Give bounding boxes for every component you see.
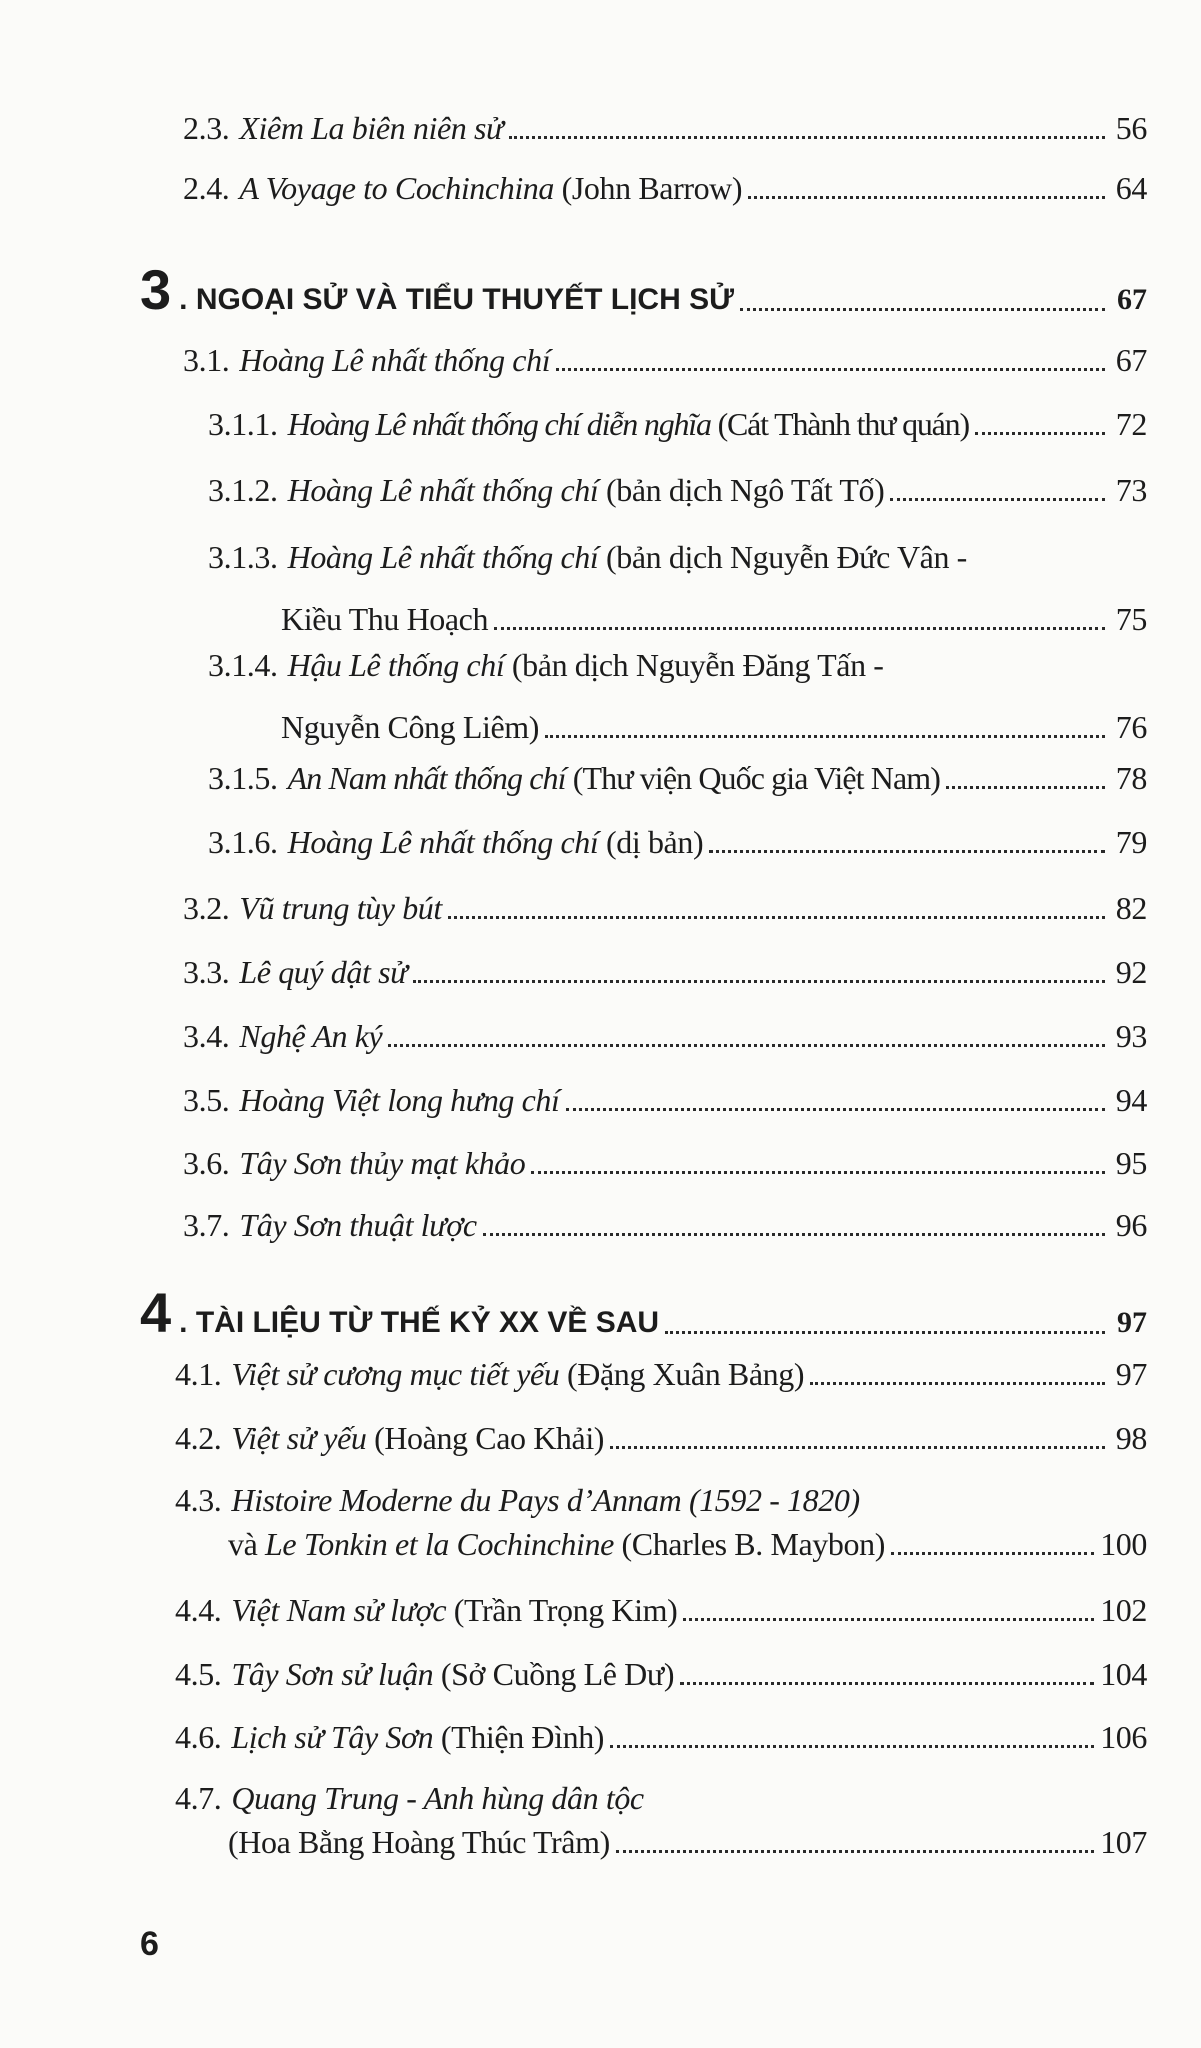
dot-leader: [566, 1108, 1105, 1111]
dot-leader: [975, 432, 1105, 435]
entry-page: 97: [1115, 1356, 1147, 1392]
entry-page: 100: [1100, 1526, 1147, 1562]
entry-note: (bản dịch Nguyễn Đức Vân -: [598, 539, 967, 575]
toc-entry-3-1-5: [208, 758, 1147, 798]
entry-page: 95: [1115, 1145, 1147, 1181]
entry-page: 107: [1100, 1824, 1147, 1860]
entry-page: 104: [1100, 1656, 1147, 1692]
toc-entry-4-2: [175, 1418, 1147, 1458]
toc-chapter-3: [140, 260, 1147, 320]
entry-page: 56: [1115, 110, 1147, 146]
entry-title: Tây Sơn sử luận: [231, 1656, 434, 1692]
toc-entry-2-4: [183, 168, 1147, 208]
dot-leader: [483, 1233, 1105, 1236]
toc-entry-3-1-4: [208, 645, 1147, 747]
entry-number: 3.2.: [183, 890, 230, 926]
toc-entry-3-2: [183, 888, 1147, 928]
dot-leader: [665, 1331, 1105, 1334]
dot-leader: [740, 308, 1105, 311]
entry-note: (Sở Cuồng Lê Dư): [433, 1656, 675, 1692]
entry-title: Hoàng Lê nhất thống chí: [239, 342, 551, 378]
entry-title: Hoàng Lê nhất thống chí diễn nghĩa: [287, 406, 711, 442]
entry-page: 64: [1115, 170, 1147, 206]
entry-page: 82: [1115, 890, 1147, 926]
entry-note: (bản dịch Ngô Tất Tố): [598, 472, 885, 508]
toc-entry-4-6: [175, 1717, 1147, 1757]
entry-title: Việt Nam sử lược: [231, 1592, 447, 1628]
entry-title: Histoire Moderne du Pays d’Annam (1592 - 1820): [231, 1482, 860, 1518]
page-number: 6: [140, 1925, 159, 1963]
entry-page: 75: [1115, 601, 1147, 637]
entry-continuation: (Hoa Bằng Hoàng Thúc Trâm): [228, 1824, 610, 1860]
entry-number: 4.6.: [175, 1719, 222, 1755]
chapter-number: 3: [140, 258, 172, 321]
toc-entry-3-4: [183, 1016, 1147, 1056]
entry-number: 3.5.: [183, 1082, 230, 1118]
toc-entry-3-1-2: [208, 470, 1147, 510]
entry-number: 4.2.: [175, 1420, 222, 1456]
entry-page: 76: [1115, 709, 1147, 745]
entry-title: An Nam nhất thống chí: [287, 760, 566, 796]
dot-leader: [616, 1850, 1094, 1853]
entry-note: (Trần Trọng Kim): [446, 1592, 678, 1628]
toc-entry-2-3: [183, 108, 1147, 148]
entry-page: 92: [1115, 954, 1147, 990]
entry-number: 3.4.: [183, 1018, 230, 1054]
entry-page: 73: [1115, 472, 1147, 508]
entry-page: 78: [1115, 760, 1147, 796]
entry-note: (Thiện Đình): [433, 1719, 605, 1755]
dot-leader: [494, 627, 1105, 630]
chapter-page: 67: [1117, 283, 1147, 316]
entry-title: Việt sử cương mục tiết yếu: [231, 1356, 560, 1392]
entry-note: (Đặng Xuân Bảng): [559, 1356, 805, 1392]
chapter-number: 4: [140, 1281, 172, 1344]
toc-chapter-4: [140, 1283, 1147, 1343]
entry-connector: và: [228, 1526, 266, 1562]
entry-title: Xiêm La biên niên sử: [239, 110, 504, 146]
dot-leader: [810, 1382, 1105, 1385]
entry-number: 3.6.: [183, 1145, 230, 1181]
dot-leader: [610, 1446, 1105, 1449]
entry-number: 3.3.: [183, 954, 230, 990]
chapter-title: . NGOẠI SỬ VÀ TIỂU THUYẾT LỊCH SỬ: [179, 283, 734, 316]
entry-number: 3.1.4.: [208, 647, 278, 683]
entry-number: 3.7.: [183, 1207, 230, 1243]
entry-title-2: Le Tonkin et la Cochinchine: [265, 1526, 614, 1562]
entry-title: Hoàng Lê nhất thống chí: [287, 472, 599, 508]
entry-page: 106: [1100, 1719, 1147, 1755]
entry-number: 3.1.5.: [208, 760, 278, 796]
dot-leader: [556, 368, 1105, 371]
dot-leader: [890, 498, 1105, 501]
toc-entry-3-3: [183, 952, 1147, 992]
toc-entry-4-1: [175, 1354, 1147, 1394]
entry-continuation: Kiều Thu Hoạch: [281, 601, 489, 637]
entry-page: 93: [1115, 1018, 1147, 1054]
entry-title: Hoàng Việt long hưng chí: [239, 1082, 560, 1118]
entry-page: 94: [1115, 1082, 1147, 1118]
entry-note: (bản dịch Nguyễn Đăng Tấn -: [504, 647, 884, 683]
entry-title: Tây Sơn thuật lược: [239, 1207, 477, 1243]
chapter-page: 97: [1117, 1306, 1147, 1339]
toc-entry-3-5: [183, 1080, 1147, 1120]
dot-leader: [531, 1171, 1105, 1174]
toc-entry-3-1-1: [208, 404, 1147, 444]
entry-number: 4.1.: [175, 1356, 222, 1392]
entry-page: 96: [1115, 1207, 1147, 1243]
entry-page: 102: [1100, 1592, 1147, 1628]
entry-page: 79: [1115, 824, 1147, 860]
entry-number: 2.4.: [183, 170, 230, 206]
entry-page: 67: [1115, 342, 1147, 378]
dot-leader: [946, 786, 1105, 789]
dot-leader: [610, 1745, 1094, 1748]
entry-number: 4.5.: [175, 1656, 222, 1692]
entry-number: 4.7.: [175, 1780, 222, 1816]
entry-title: Nghệ An ký: [239, 1018, 383, 1054]
entry-note: (Charles B. Maybon): [613, 1526, 885, 1562]
entry-number: 3.1.3.: [208, 539, 278, 575]
dot-leader: [509, 136, 1105, 139]
entry-title: Hoàng Lê nhất thống chí: [287, 824, 599, 860]
entry-number: 2.3.: [183, 110, 230, 146]
entry-number: 3.1.2.: [208, 472, 278, 508]
entry-note: (Cát Thành thư quán): [710, 406, 969, 442]
dot-leader: [448, 916, 1105, 919]
entry-note: (Hoàng Cao Khải): [366, 1420, 605, 1456]
dot-leader: [413, 980, 1105, 983]
entry-note: (dị bản): [598, 824, 704, 860]
toc-entry-3-1: [183, 340, 1147, 380]
dot-leader: [388, 1044, 1105, 1047]
dot-leader: [748, 196, 1105, 199]
toc-entry-4-3: [175, 1480, 1147, 1564]
toc-entry-4-5: [175, 1654, 1147, 1694]
toc-entry-4-4: [175, 1590, 1147, 1630]
entry-title: Tây Sơn thủy mạt khảo: [239, 1145, 526, 1181]
entry-title: Vũ trung tùy bút: [239, 890, 442, 926]
dot-leader: [891, 1552, 1094, 1555]
entry-title: Lịch sử Tây Sơn: [231, 1719, 434, 1755]
dot-leader: [683, 1618, 1094, 1621]
entry-number: 3.1.6.: [208, 824, 278, 860]
entry-page: 98: [1115, 1420, 1147, 1456]
dot-leader: [709, 850, 1105, 853]
toc-entry-3-1-6: [208, 822, 1147, 862]
toc-entry-3-6: [183, 1143, 1147, 1183]
entry-title: Hoàng Lê nhất thống chí: [287, 539, 599, 575]
entry-note: (Thư viện Quốc gia Việt Nam): [565, 760, 940, 796]
entry-title: Hậu Lê thống chí: [287, 647, 505, 683]
toc-entry-4-7: [175, 1778, 1147, 1862]
entry-title: Lê quý dật sử: [239, 954, 408, 990]
entry-number: 4.3.: [175, 1482, 222, 1518]
entry-number: 4.4.: [175, 1592, 222, 1628]
chapter-title: . TÀI LIỆU TỪ THẾ KỶ XX VỀ SAU: [179, 1306, 660, 1339]
dot-leader: [680, 1682, 1094, 1685]
entry-title: A Voyage to Cochinchina: [239, 170, 555, 206]
entry-continuation: Nguyễn Công Liêm): [281, 709, 540, 745]
entry-title: Quang Trung - Anh hùng dân tộc: [231, 1780, 644, 1816]
entry-title: Việt sử yếu: [231, 1420, 367, 1456]
entry-page: 72: [1115, 406, 1147, 442]
entry-number: 3.1.: [183, 342, 230, 378]
entry-note: (John Barrow): [554, 170, 743, 206]
toc-entry-3-7: [183, 1205, 1147, 1245]
dot-leader: [545, 735, 1105, 738]
toc-entry-3-1-3: [208, 537, 1147, 639]
entry-number: 3.1.1.: [208, 406, 278, 442]
